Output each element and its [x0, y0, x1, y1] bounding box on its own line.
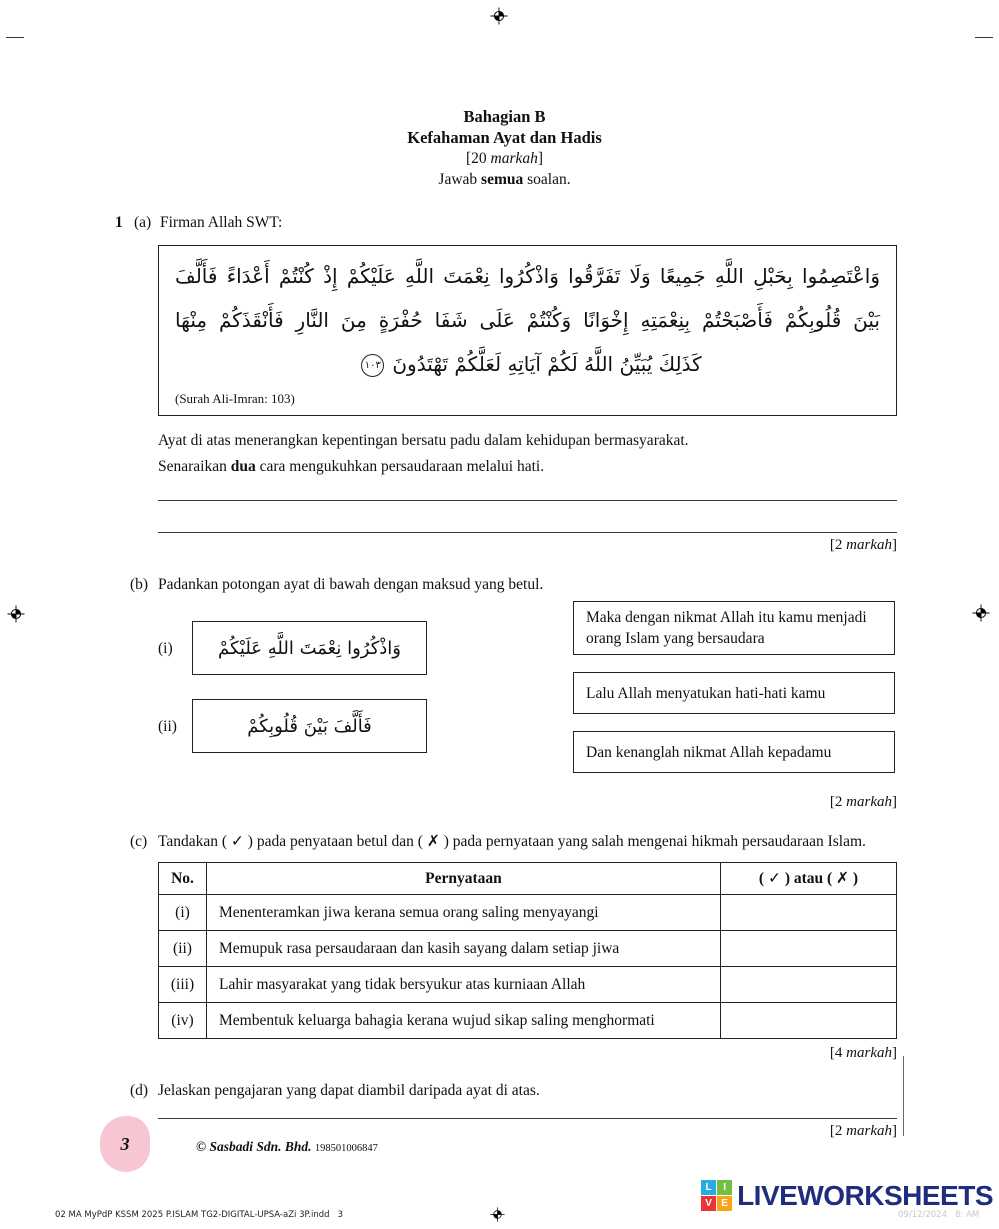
marks-pre: [4	[829, 1045, 847, 1061]
row-no: (iii)	[159, 967, 207, 1003]
instruction-post: soalan.	[523, 171, 571, 188]
match-answer-box[interactable]: Lalu Allah menyatukan hati-hati kamu	[573, 672, 895, 714]
marks-post: ]	[892, 1123, 897, 1139]
marks-1c	[112, 1043, 897, 1064]
section-instruction	[112, 169, 897, 190]
marks-word: markah	[846, 537, 892, 553]
crop-mark	[6, 37, 24, 38]
row-statement: Membentuk keluarga bahagia kerana wujud sikap saling menghormati	[207, 1003, 721, 1039]
question-1b-heading	[112, 574, 897, 595]
question-intro: Firman Allah SWT:	[160, 214, 283, 231]
page-content	[112, 0, 897, 1142]
verse-explanation: Ayat di atas menerangkan kepentingan bersatu padu dalam kehidupan bermasyarakat.	[158, 432, 689, 449]
row-statement: Lahir masyarakat yang tidak bersyukur atas kurniaan Allah	[207, 967, 721, 1003]
publisher-name: © Sasbadi Sdn. Bhd.	[196, 1139, 312, 1154]
publisher-line	[196, 1136, 378, 1159]
answer-line[interactable]	[158, 501, 897, 533]
row-no: (i)	[159, 895, 207, 931]
page-number: 3	[120, 1133, 130, 1154]
print-timestamp: 09/12/2024 8: AM	[898, 1210, 980, 1220]
publisher-code: 198501006847	[314, 1143, 378, 1154]
match-label-ii: (ii)	[158, 717, 177, 735]
answer-line[interactable]	[158, 477, 897, 501]
row-no: (iv)	[159, 1003, 207, 1039]
section-label: Bahagian B	[463, 107, 546, 126]
part-letter-a: (a)	[134, 214, 152, 231]
marks-pre: [2	[829, 794, 847, 810]
marks-post: ]	[892, 537, 897, 553]
quran-line-1: وَاعْتَصِمُوا بِحَبْلِ اللَّهِ جَمِيعًا وَلَا تَفَرَّقُوا وَاذْكُرُوا نِعْمَتَ اللَّهِ عَلَيْكُمْ إِذْ كُنْتُمْ أَعْدَاءً فَأَلَّفَ	[175, 264, 880, 288]
tick-answer-cell[interactable]	[721, 967, 897, 1003]
answer-line[interactable]	[158, 1105, 897, 1119]
match-answer-column	[573, 601, 895, 790]
quran-verse-box	[158, 245, 897, 416]
registration-mark-icon	[490, 1207, 505, 1222]
page-number-badge	[100, 1116, 150, 1172]
match-answer-box[interactable]: Dan kenanglah nikmat Allah kepadamu	[573, 731, 895, 773]
marks-post: ]	[537, 150, 544, 167]
section-marks	[112, 148, 897, 169]
question-1b-text: Padankan potongan ayat di bawah dengan maksud yang betul.	[158, 576, 544, 593]
match-item-i	[158, 621, 427, 675]
table-row	[159, 931, 897, 967]
section-title: Kefahaman Ayat dan Hadis	[407, 128, 602, 147]
part-letter-d: (d)	[130, 1082, 149, 1099]
crop-mark	[975, 37, 993, 38]
quran-line-2: بَيْنَ قُلُوبِكُمْ فَأَصْبَحْتُمْ بِنِعْمَتِهِ إِخْوَانًا وَكُنْتُمْ عَلَى شَفَا حُفْرَةٍ مِنَ النَّارِ فَأَنْقَذَكُمْ مِنْهَا	[175, 308, 880, 332]
col-header-statement: Pernyataan	[207, 863, 721, 895]
question-1d-text: Jelaskan pengajaran yang dapat diambil daripada ayat di atas.	[158, 1082, 540, 1099]
match-arabic-box-i[interactable]: وَاذْكُرُوا نِعْمَتَ اللَّهِ عَلَيْكُمْ	[192, 621, 427, 675]
task-bold: dua	[230, 458, 256, 475]
liveworksheets-icon	[701, 1180, 732, 1211]
ayah-number-marker: ١٠٣	[361, 354, 384, 377]
row-statement: Memupuk rasa persaudaraan dan kasih sayang dalam setiap jiwa	[207, 931, 721, 967]
registration-mark-icon	[7, 605, 25, 623]
quran-line-3	[175, 342, 880, 386]
match-label-i: (i)	[158, 639, 173, 657]
task-post: cara mengukuhkan persaudaraan melalui hati.	[255, 458, 545, 475]
col-header-no: No.	[159, 863, 207, 895]
marks-post: ]	[892, 1045, 897, 1061]
hikmah-table	[158, 862, 897, 1039]
crop-mark-vertical	[903, 1056, 904, 1136]
row-no: (ii)	[159, 931, 207, 967]
liveworksheets-wordmark: LIVEWORKSHEETS	[737, 1180, 993, 1211]
task-pre: Senaraikan	[158, 458, 231, 475]
question-1c-text: Tandakan ( ✓ ) pada penyataan betul dan ( ✗ ) pada pernyataan yang salah mengenai hikmah persaudaraan Islam.	[158, 833, 866, 850]
logo-square-l: L	[701, 1180, 716, 1195]
instruction-bold: semua	[481, 171, 524, 188]
table-header-row	[159, 863, 897, 895]
marks-1a	[112, 535, 897, 556]
question-1c-heading	[112, 831, 897, 852]
table-row	[159, 895, 897, 931]
marks-word: markah	[846, 794, 892, 810]
question-number: 1	[115, 214, 123, 231]
row-statement: Menenteramkan jiwa kerana semua orang saling menyayangi	[207, 895, 721, 931]
part-letter-c: (c)	[130, 833, 148, 850]
match-item-ii	[158, 699, 427, 753]
marks-pre: [2	[829, 1123, 847, 1139]
tick-answer-cell[interactable]	[721, 931, 897, 967]
liveworksheets-logo	[701, 1180, 993, 1211]
marks-pre: [20	[465, 150, 491, 167]
print-slug: 02 MA MyPdP KSSM 2025 P.ISLAM TG2-DIGITAL-UPSA-aZi 3P.indd 3	[55, 1210, 344, 1220]
marks-post: ]	[892, 794, 897, 810]
logo-square-i: I	[717, 1180, 732, 1195]
question-1a-heading	[112, 212, 897, 233]
marks-1b	[112, 792, 897, 813]
marks-word: markah	[846, 1123, 892, 1139]
marks-pre: [2	[829, 537, 847, 553]
match-source-column	[158, 601, 427, 790]
question-1d-heading	[112, 1080, 897, 1101]
registration-mark-icon	[972, 604, 990, 622]
match-answer-box[interactable]: Maka dengan nikmat Allah itu kamu menjadi orang Islam yang bersaudara	[573, 601, 895, 655]
verse-source: (Surah Ali-Imran: 103)	[175, 391, 295, 406]
instruction-pre: Jawab	[438, 171, 482, 188]
part-letter-b: (b)	[130, 576, 149, 593]
table-row	[159, 1003, 897, 1039]
marks-word: markah	[846, 1045, 892, 1061]
tick-answer-cell[interactable]	[721, 1003, 897, 1039]
tick-answer-cell[interactable]	[721, 895, 897, 931]
quran-line-3-text: كَذَلِكَ يُبَيِّنُ اللَّهُ لَكُمْ آيَاتِهِ لَعَلَّكُمْ تَهْتَدُونَ	[392, 352, 702, 376]
match-arabic-box-ii[interactable]: فَأَلَّفَ بَيْنَ قُلُوبِكُمْ	[192, 699, 427, 753]
task-1a	[158, 456, 897, 477]
col-header-answer: ( ✓ ) atau ( ✗ )	[721, 863, 897, 895]
section-header	[112, 0, 897, 190]
table-row	[159, 967, 897, 1003]
logo-square-v: V	[701, 1196, 716, 1211]
marks-word: markah	[490, 150, 538, 167]
logo-square-e: E	[717, 1196, 732, 1211]
matching-exercise	[158, 601, 897, 790]
